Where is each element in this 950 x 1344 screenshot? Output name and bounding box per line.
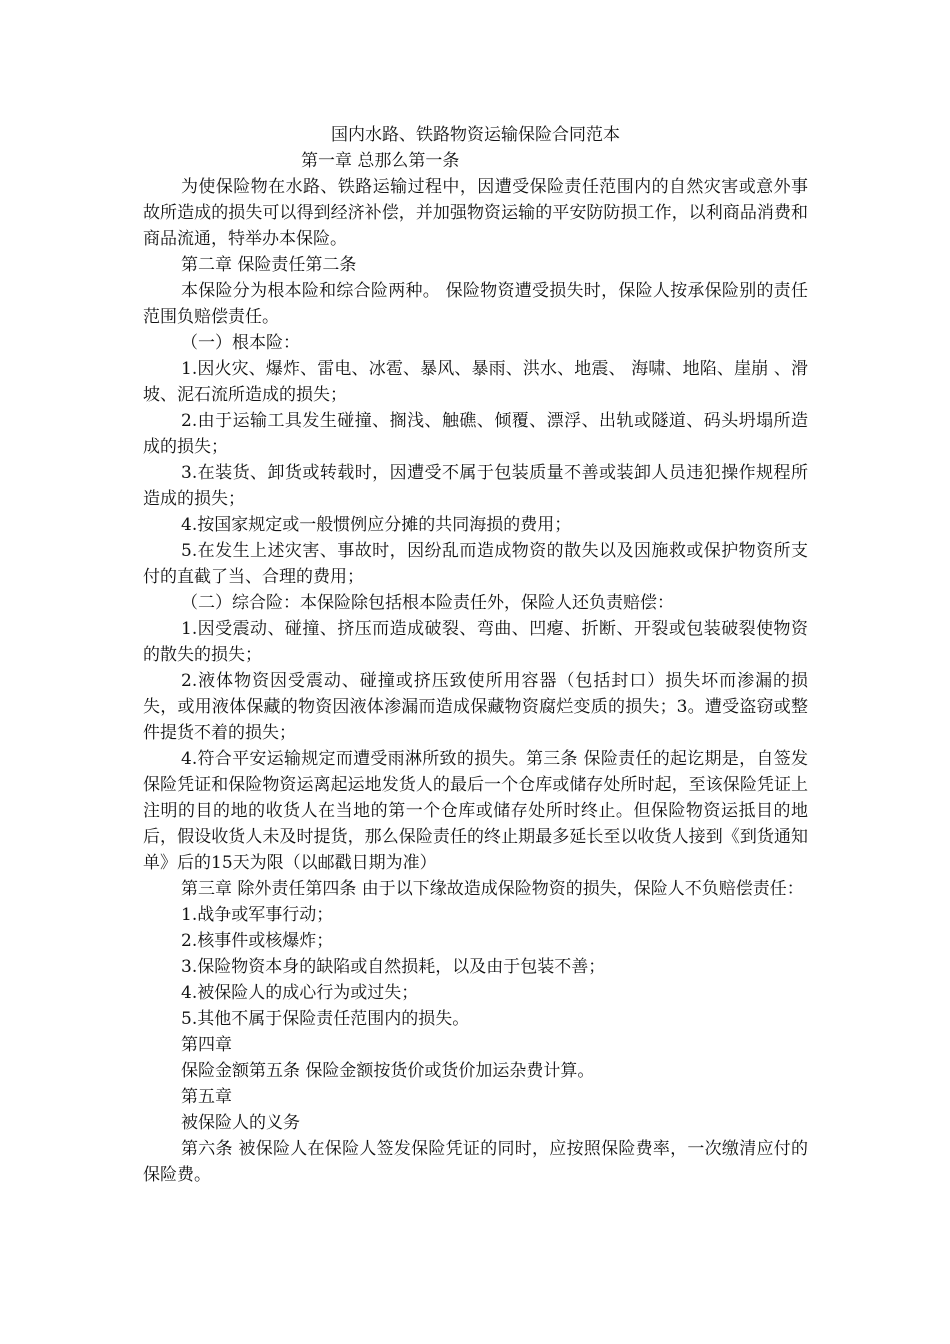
document-title: 国内水路、铁路物资运输保险合同范本: [331, 125, 620, 145]
section-heading: （一）根本险：: [181, 333, 300, 353]
chapter-heading: 第二章 保险责任第二条: [181, 255, 357, 275]
chapter-heading: 第四章: [181, 1035, 232, 1055]
list-item: 2.由于运输工具发生碰撞、搁浅、触礁、倾覆、漂浮、出轨或隧道、码头坍塌所造成的损失；: [143, 411, 808, 457]
section-heading: 被保险人的义务: [181, 1113, 300, 1133]
list-item: 2.液体物资因受震动、碰撞或挤压致使所用容器（包括封口）损失坏而渗漏的损失，或用液体保藏的物资因液体渗漏而造成保藏物资腐烂变质的损失；3。遭受盗窃或整件提货不着的损失；: [143, 671, 808, 743]
list-item: 1.战争或军事行动；: [181, 905, 334, 925]
list-item: 1.因受震动、碰撞、挤压而造成破裂、弯曲、凹瘪、折断、开裂或包装破裂使物资的散失的损失；: [143, 619, 808, 665]
chapter-heading: 第五章: [181, 1087, 232, 1107]
paragraph: 第六条 被保险人在保险人签发保险凭证的同时，应按照保险费率，一次缴清应付的保险费。: [143, 1139, 808, 1185]
paragraph: 保险金额第五条 保险金额按货价或货价加运杂费计算。: [181, 1061, 595, 1081]
list-item: 5.其他不属于保险责任范围内的损失。: [181, 1009, 470, 1029]
paragraph: 为使保险物在水路、铁路运输过程中，因遭受保险责任范围内的自然灾害或意外事故所造成的损失可以得到经济补偿，并加强物资运输的平安防防损工作，以利商品消费和商品流通，特举办本保险。: [143, 177, 808, 249]
document-page: [143, 122, 808, 1188]
paragraph: 本保险分为根本险和综合险两种。 保险物资遭受损失时，保险人按承保险别的责任范围负赔偿责任。: [143, 281, 808, 327]
section-heading: （二）综合险：本保险除包括根本险责任外，保险人还负责赔偿：: [181, 593, 674, 613]
list-item: 1.因火灾、爆炸、雷电、冰雹、暴风、暴雨、洪水、地震、 海啸、地陷、崖崩 、滑坡、泥石流所造成的损失；: [143, 359, 808, 405]
list-item: 4.符合平安运输规定而遭受雨淋所致的损失。第三条 保险责任的起讫期是，自签发保险凭证和保险物资运离起运地发货人的最后一个仓库或储存处所时起，至该保险凭证上注明的目的地的收货人在当地的第一个仓库或储存处所时终止。但保险物资运抵目的地后，假设收货人未及时提货，那么保险责任的终止期最多延长至以收货人接到《到货通知单》后的15天为限（以邮戳日期为准）: [143, 749, 808, 873]
list-item: 3.在装货、卸货或转载时，因遭受不属于包装质量不善或装卸人员违犯操作规程所造成的损失；: [143, 463, 808, 509]
list-item: 3.保险物资本身的缺陷或自然损耗，以及由于包装不善；: [181, 957, 606, 977]
list-item: 5.在发生上述灾害、事故时，因纷乱而造成物资的散失以及因施救或保护物资所支付的直截了当、合理的费用；: [143, 541, 808, 587]
list-item: 4.按国家规定或一般惯例应分摊的共同海损的费用；: [181, 515, 572, 535]
chapter-heading: 第三章 除外责任第四条 由于以下缘故造成保险物资的损失，保险人不负赔偿责任：: [181, 879, 804, 899]
list-item: 2.核事件或核爆炸；: [181, 931, 334, 951]
chapter-heading: 第一章 总那么第一条: [301, 151, 460, 171]
list-item: 4.被保险人的成心行为或过失；: [181, 983, 419, 1003]
